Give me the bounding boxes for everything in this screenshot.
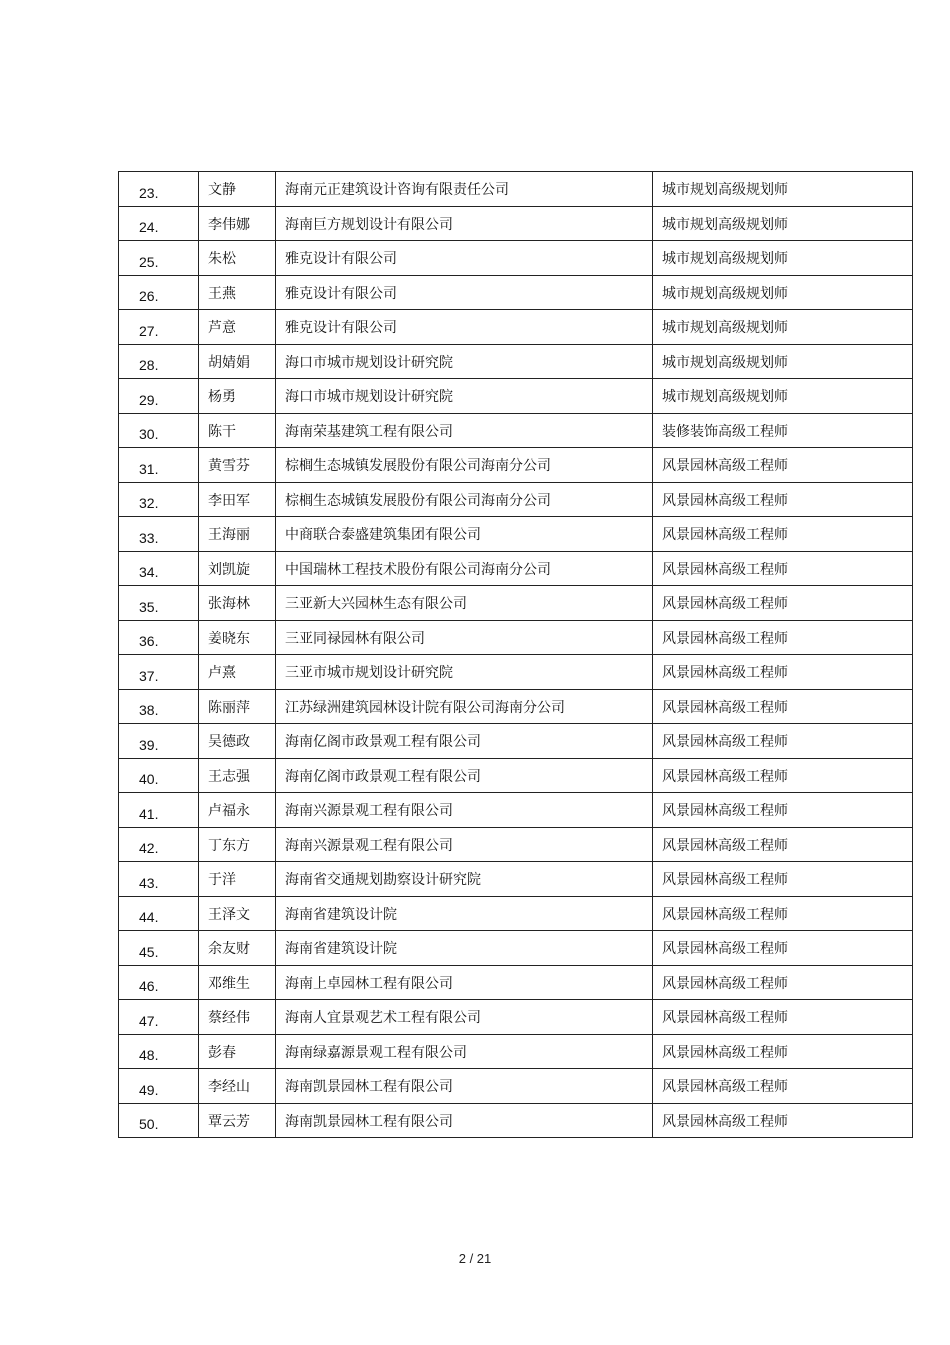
organization-name: 三亚市城市规划设计研究院 [276, 655, 653, 690]
organization-name: 中商联合泰盛建筑集团有限公司 [276, 517, 653, 552]
organization-name: 海南凯景园林工程有限公司 [276, 1103, 653, 1138]
person-name: 余友财 [199, 931, 276, 966]
table-row [119, 1103, 913, 1138]
table-row [119, 275, 913, 310]
table-row [119, 310, 913, 345]
organization-name: 海南上卓园林工程有限公司 [276, 965, 653, 1000]
row-number: 38. [119, 689, 199, 724]
professional-title: 风景园林高级工程师 [653, 931, 913, 966]
person-name: 蔡经伟 [199, 1000, 276, 1035]
organization-name: 三亚新大兴园林生态有限公司 [276, 586, 653, 621]
row-number: 26. [119, 275, 199, 310]
table-row [119, 827, 913, 862]
table-row [119, 344, 913, 379]
organization-name: 海南元正建筑设计咨询有限责任公司 [276, 172, 653, 207]
row-number: 28. [119, 344, 199, 379]
professional-title: 城市规划高级规划师 [653, 379, 913, 414]
organization-name: 海南人宜景观艺术工程有限公司 [276, 1000, 653, 1035]
professional-title: 城市规划高级规划师 [653, 275, 913, 310]
table-row [119, 413, 913, 448]
row-number: 46. [119, 965, 199, 1000]
person-name: 刘凯旋 [199, 551, 276, 586]
professional-title: 城市规划高级规划师 [653, 206, 913, 241]
table-row [119, 551, 913, 586]
table-row [119, 517, 913, 552]
table-row [119, 1000, 913, 1035]
organization-name: 海口市城市规划设计研究院 [276, 379, 653, 414]
organization-name: 海口市城市规划设计研究院 [276, 344, 653, 379]
row-number: 34. [119, 551, 199, 586]
person-name: 王燕 [199, 275, 276, 310]
professional-title: 风景园林高级工程师 [653, 896, 913, 931]
professional-title: 装修装饰高级工程师 [653, 413, 913, 448]
professional-title: 风景园林高级工程师 [653, 1034, 913, 1069]
organization-name: 雅克设计有限公司 [276, 241, 653, 276]
row-number: 47. [119, 1000, 199, 1035]
table-row [119, 655, 913, 690]
organization-name: 海南兴源景观工程有限公司 [276, 793, 653, 828]
row-number: 33. [119, 517, 199, 552]
professional-title: 风景园林高级工程师 [653, 862, 913, 897]
table-row [119, 586, 913, 621]
person-name: 姜晓东 [199, 620, 276, 655]
table-row [119, 931, 913, 966]
row-number: 30. [119, 413, 199, 448]
person-name: 李田军 [199, 482, 276, 517]
person-name: 陈干 [199, 413, 276, 448]
table-row [119, 1034, 913, 1069]
professional-title: 风景园林高级工程师 [653, 1000, 913, 1035]
person-name: 黄雪芬 [199, 448, 276, 483]
organization-name: 雅克设计有限公司 [276, 275, 653, 310]
organization-name: 棕榈生态城镇发展股份有限公司海南分公司 [276, 482, 653, 517]
organization-name: 海南凯景园林工程有限公司 [276, 1069, 653, 1104]
organization-name: 海南兴源景观工程有限公司 [276, 827, 653, 862]
row-number: 44. [119, 896, 199, 931]
row-number: 49. [119, 1069, 199, 1104]
table-row [119, 1069, 913, 1104]
personnel-table-body [119, 172, 913, 1138]
row-number: 41. [119, 793, 199, 828]
row-number: 23. [119, 172, 199, 207]
professional-title: 风景园林高级工程师 [653, 517, 913, 552]
professional-title: 风景园林高级工程师 [653, 793, 913, 828]
organization-name: 海南省建筑设计院 [276, 896, 653, 931]
organization-name: 海南省交通规划勘察设计研究院 [276, 862, 653, 897]
organization-name: 海南亿阁市政景观工程有限公司 [276, 758, 653, 793]
organization-name: 海南亿阁市政景观工程有限公司 [276, 724, 653, 759]
person-name: 朱松 [199, 241, 276, 276]
table-row [119, 206, 913, 241]
person-name: 卢熹 [199, 655, 276, 690]
person-name: 李伟娜 [199, 206, 276, 241]
professional-title: 风景园林高级工程师 [653, 655, 913, 690]
professional-title: 城市规划高级规划师 [653, 344, 913, 379]
person-name: 杨勇 [199, 379, 276, 414]
table-row [119, 620, 913, 655]
person-name: 覃云芳 [199, 1103, 276, 1138]
row-number: 42. [119, 827, 199, 862]
table-row [119, 241, 913, 276]
person-name: 卢福永 [199, 793, 276, 828]
row-number: 31. [119, 448, 199, 483]
organization-name: 雅克设计有限公司 [276, 310, 653, 345]
professional-title: 城市规划高级规划师 [653, 310, 913, 345]
row-number: 32. [119, 482, 199, 517]
person-name: 丁东方 [199, 827, 276, 862]
professional-title: 风景园林高级工程师 [653, 965, 913, 1000]
person-name: 陈丽萍 [199, 689, 276, 724]
person-name: 王海丽 [199, 517, 276, 552]
professional-title: 风景园林高级工程师 [653, 551, 913, 586]
table-row [119, 482, 913, 517]
organization-name: 棕榈生态城镇发展股份有限公司海南分公司 [276, 448, 653, 483]
row-number: 24. [119, 206, 199, 241]
person-name: 张海林 [199, 586, 276, 621]
professional-title: 风景园林高级工程师 [653, 1103, 913, 1138]
professional-title: 风景园林高级工程师 [653, 620, 913, 655]
person-name: 王志强 [199, 758, 276, 793]
table-row [119, 724, 913, 759]
table-row [119, 379, 913, 414]
organization-name: 江苏绿洲建筑园林设计院有限公司海南分公司 [276, 689, 653, 724]
table-row [119, 758, 913, 793]
row-number: 35. [119, 586, 199, 621]
professional-title: 风景园林高级工程师 [653, 1069, 913, 1104]
person-name: 文静 [199, 172, 276, 207]
table-row [119, 862, 913, 897]
row-number: 25. [119, 241, 199, 276]
professional-title: 风景园林高级工程师 [653, 482, 913, 517]
person-name: 王泽文 [199, 896, 276, 931]
personnel-table [118, 171, 913, 1138]
person-name: 于洋 [199, 862, 276, 897]
row-number: 48. [119, 1034, 199, 1069]
professional-title: 风景园林高级工程师 [653, 827, 913, 862]
row-number: 29. [119, 379, 199, 414]
row-number: 37. [119, 655, 199, 690]
row-number: 39. [119, 724, 199, 759]
person-name: 吴德政 [199, 724, 276, 759]
organization-name: 海南绿嘉源景观工程有限公司 [276, 1034, 653, 1069]
row-number: 43. [119, 862, 199, 897]
table-row [119, 965, 913, 1000]
person-name: 邓维生 [199, 965, 276, 1000]
professional-title: 风景园林高级工程师 [653, 758, 913, 793]
organization-name: 海南荣基建筑工程有限公司 [276, 413, 653, 448]
organization-name: 三亚同禄园林有限公司 [276, 620, 653, 655]
organization-name: 中国瑞林工程技术股份有限公司海南分公司 [276, 551, 653, 586]
row-number: 27. [119, 310, 199, 345]
row-number: 45. [119, 931, 199, 966]
person-name: 彭春 [199, 1034, 276, 1069]
professional-title: 风景园林高级工程师 [653, 586, 913, 621]
table-row [119, 172, 913, 207]
professional-title: 风景园林高级工程师 [653, 724, 913, 759]
organization-name: 海南省建筑设计院 [276, 931, 653, 966]
table-row [119, 448, 913, 483]
person-name: 胡婧娟 [199, 344, 276, 379]
row-number: 50. [119, 1103, 199, 1138]
table-row [119, 793, 913, 828]
professional-title: 风景园林高级工程师 [653, 448, 913, 483]
professional-title: 城市规划高级规划师 [653, 172, 913, 207]
table-row [119, 896, 913, 931]
professional-title: 城市规划高级规划师 [653, 241, 913, 276]
professional-title: 风景园林高级工程师 [653, 689, 913, 724]
row-number: 40. [119, 758, 199, 793]
person-name: 芦意 [199, 310, 276, 345]
person-name: 李经山 [199, 1069, 276, 1104]
page-number: 2 / 21 [458, 1251, 492, 1266]
table-row [119, 689, 913, 724]
organization-name: 海南巨方规划设计有限公司 [276, 206, 653, 241]
row-number: 36. [119, 620, 199, 655]
